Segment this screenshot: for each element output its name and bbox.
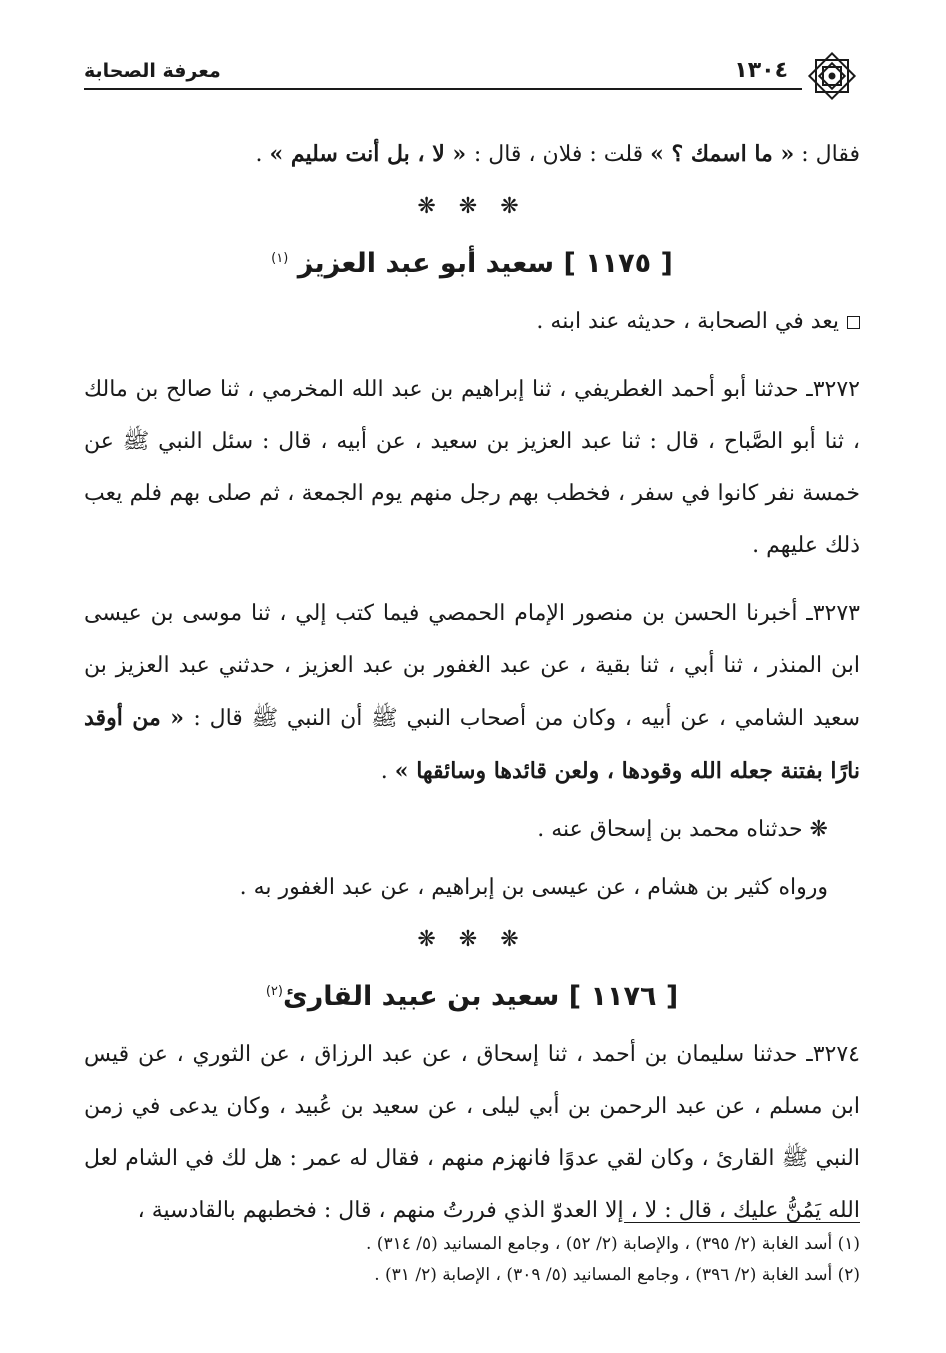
entry-intro: يعد في الصحابة ، حديثه عند ابنه . xyxy=(84,296,860,348)
footnote: (٢) أسد الغابة (٢/ ٣٩٦) ، وجامع المسانيد (٥/ ٣٠٩) ، الإصابة (٢/ ٣١) . xyxy=(374,1265,860,1285)
footnotes xyxy=(84,1222,860,1291)
square-bullet-icon xyxy=(847,316,860,329)
footnote-ref: (٢) xyxy=(265,984,283,999)
hadith-3272: ٣٢٧٢ـ حدثنا أبو أحمد الغطريفي ، ثنا إبراهيم بن عبد الله المخرمي ، ثنا صالح بن مالك ، ثنا أبو الصَّباح ، قال : ثنا عبد العزيز بن سعيد ، عن أبيه ، قال : سئل النبي ﷺ عن خمسة نفر كانوا في سفر ، فخطب بهم رجل منهم يوم الجمعة ، ثم صلى بهم فلم يعب ذلك عليهم . xyxy=(84,377,860,558)
entry-heading: [ ١١٧٦ ] سعيد بن عبيد القارئ$^{(٢)}$ xyxy=(265,981,679,1012)
entry-heading: [ ١١٧٥ ] سعيد أبو عبد العزيز $^{(١)}$ xyxy=(271,248,673,279)
hadith-3274: ٣٢٧٤ـ حدثنا سليمان بن أحمد ، ثنا إسحاق ، عن عبد الرزاق ، عن الثوري ، عن قيس ابن مسلم ، عن عبد الرحمن بن أبي ليلى ، عن سعيد بن عُبيد ، وكان يدعى في زمن النبي ﷺ القارئ ، وكان لقي عدوًا فانهزم منهم ، فقال له عمر : هل لك في الشام لعل الله يَمُنُّ عليك ، قال : لا ، إلا العدوّ الذي فررتُ منهم ، قال : فخطبهم بالقادسية ، xyxy=(84,1042,860,1223)
octagram-ornament-icon xyxy=(804,48,860,104)
page-number: ١٣٠٤ xyxy=(734,58,788,83)
hadith-3273: ٣٢٧٣ـ أخبرنا الحسن بن منصور الإمام الحمصي فيما كتب إلي ، ثنا موسى بن عيسى ابن المنذر ، ثنا أبي ، ثنا بقية ، عن عبد الغفور بن عبد العزيز ، حدثني عبد العزيز بن سعيد الشامي ، عن أبيه ، وكان من أصحاب النبي ﷺ أن النبي ﷺ قال : « من أوقد نارًا بفتنة جعله الله وقودها ، ولعن قائدها وسائقها » . xyxy=(84,601,861,784)
main-text xyxy=(84,128,860,1237)
section-separator: ❋ ❋ ❋ xyxy=(417,927,527,952)
footnote-rule xyxy=(624,1222,860,1223)
header-rule xyxy=(84,88,802,90)
footnote: (١) أسد الغابة (٢/ ٣٩٥) ، والإصابة (٢/ ٥٢) ، وجامع المسانيد (٥/ ٣١٤) . xyxy=(366,1234,860,1254)
footnote-ref: (١) xyxy=(271,251,289,266)
narration-note: ❋ حدثناه محمد بن إسحاق عنه . xyxy=(537,817,828,842)
page-header xyxy=(84,48,860,102)
running-title: معرفة الصحابة xyxy=(84,60,221,82)
paragraph-continuation: فقال : « ما اسمك ؟ » قلت : فلان ، قال : « لا ، بل أنت سليم » . xyxy=(255,141,860,167)
section-separator: ❋ ❋ ❋ xyxy=(417,194,527,219)
narration-note: ورواه كثير بن هشام ، عن عيسى بن إبراهيم ، عن عبد الغفور به . xyxy=(239,875,828,900)
